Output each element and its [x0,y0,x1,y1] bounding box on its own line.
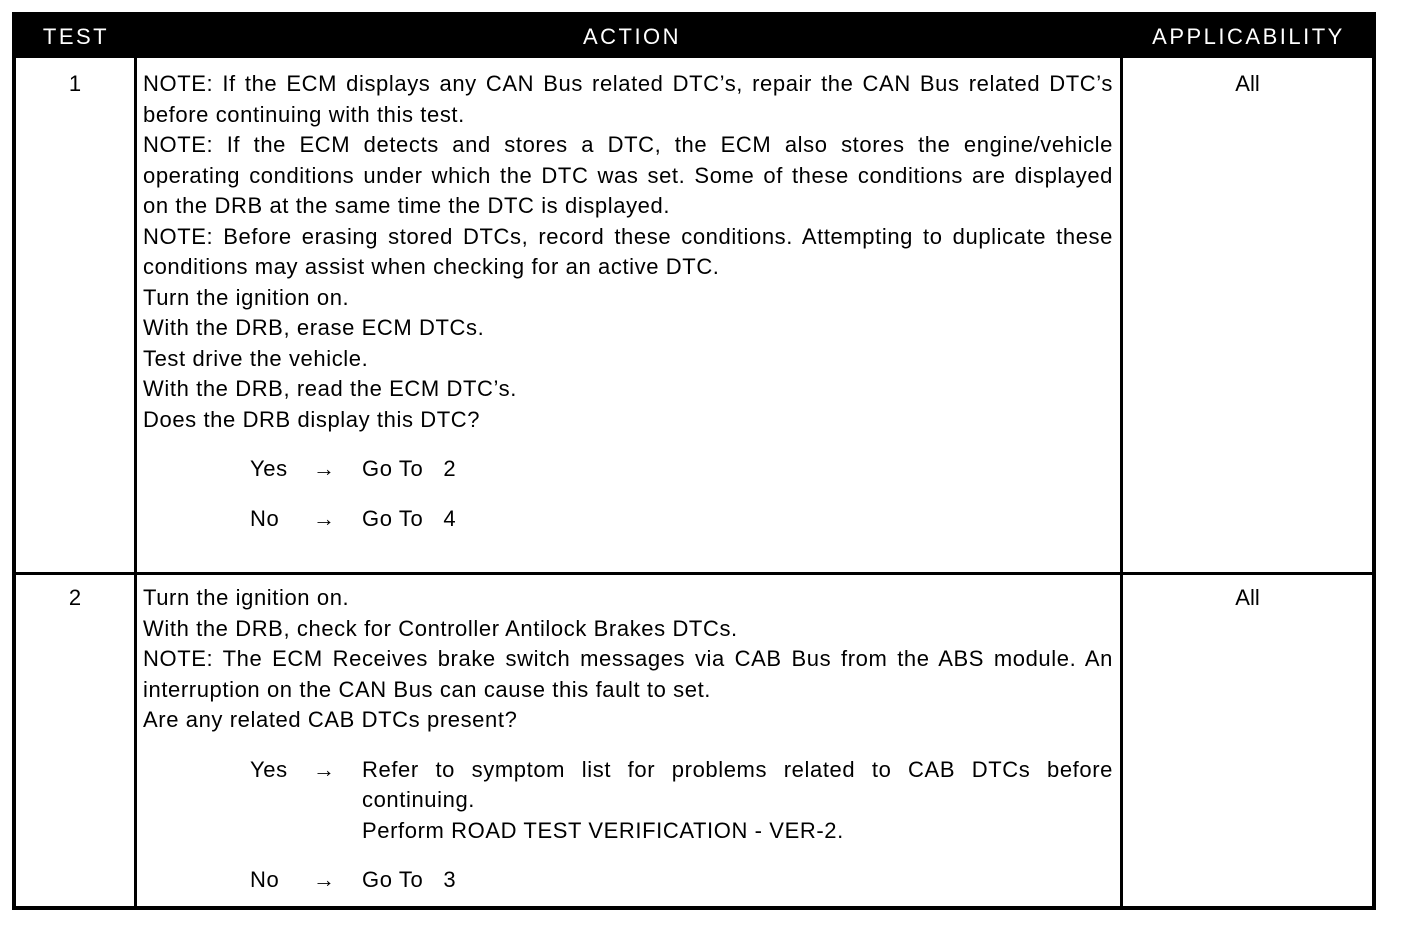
table-row [16,575,1372,910]
answer-result-line: Perform ROAD TEST VERIFICATION - VER-2. [362,817,844,843]
answer-yes [143,454,1113,485]
answer-yes [143,755,1113,847]
header-action: ACTION [582,24,682,49]
diagnostic-test-table [12,12,1376,910]
answer-result: Go To 4 [362,505,457,531]
action-line: Does the DRB display this DTC? [143,406,481,432]
action-cell [143,583,1113,896]
answer-label: Yes [250,456,288,481]
action-cell [143,69,1113,534]
action-line: Turn the ignition on. [143,585,350,610]
arrow-icon: → [313,505,336,531]
answer-result [362,755,1113,847]
answer-label: No [250,505,280,531]
arrow-icon: → [313,456,336,481]
answer-label: Yes [250,756,288,782]
action-line: With the DRB, read the ECM DTC’s. [143,376,517,401]
applicability-value: All [1235,585,1260,610]
action-line: Are any related CAB DTCs present? [143,707,518,732]
answer-label: No [250,867,280,892]
action-line: NOTE: The ECM Receives brake switch messages via CAB Bus from the ABS module. An interruption on the CAN Bus can cause this fault to set. [143,646,1113,702]
answer-result: Go To 3 [362,867,457,892]
action-line: Turn the ignition on. [143,284,350,310]
answer-result: Go To 2 [362,456,457,481]
action-line: Test drive the vehicle. [143,345,369,371]
answer-no [143,865,1113,896]
answer-result-line: Refer to symptom list for problems related to CAB DTCs before continuing. [362,756,1113,812]
test-number: 1 [68,71,82,96]
action-line: NOTE: Before erasing stored DTCs, record these conditions. Attempting to duplicate these conditions may assist when checking for an active DTC. [143,223,1113,279]
action-line: With the DRB, erase ECM DTCs. [143,315,485,340]
action-line: With the DRB, check for Controller Antilock Brakes DTCs. [143,615,738,641]
action-line: NOTE: If the ECM displays any CAN Bus related DTC’s, repair the CAN Bus related DTC’s before continuing with this test. [143,71,1113,127]
action-line: NOTE: If the ECM detects and stores a DTC, the ECM also stores the engine/vehicle operating conditions under which the DTC was set. Some of these conditions are displayed on the DRB at the same time the DTC is displayed. [143,132,1113,218]
header-test: TEST [42,24,110,49]
applicability-value: All [1235,71,1260,96]
answer-no [143,504,1113,535]
arrow-icon: → [313,867,336,892]
arrow-icon: → [313,756,336,782]
header-applicability: APPLICABILITY [1152,24,1345,49]
table-row [16,61,1372,572]
table-header [16,16,1372,58]
test-number: 2 [68,585,82,610]
